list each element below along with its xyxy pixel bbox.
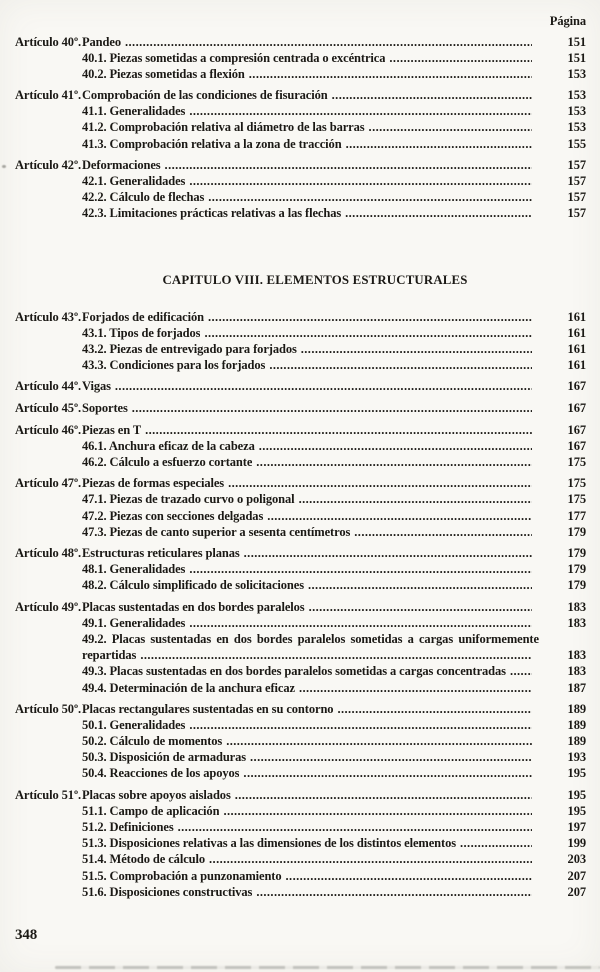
toc-subentry-row — [15, 103, 586, 119]
scan-speck-artifact — [2, 165, 6, 168]
page-number: 151 — [567, 34, 586, 49]
entry-title: 40.2. Piezas sometidas a flexión — [82, 66, 245, 81]
toc-subentry-row — [15, 835, 586, 851]
dot-leader — [256, 454, 532, 470]
article-block — [15, 400, 586, 416]
page-number: 153 — [567, 104, 586, 119]
entry-title: 41.3. Comprobación relativa a la zona de tracción — [82, 136, 342, 151]
article-label: Artículo 49º. — [15, 600, 82, 615]
toc-subentry-row — [15, 561, 586, 577]
dot-leader — [267, 508, 532, 524]
toc-subentry-row — [15, 357, 586, 373]
entry-title: Placas sustentadas en dos bordes paralelos — [82, 600, 305, 615]
dot-leader — [301, 341, 532, 357]
toc-subentry-row — [15, 341, 586, 357]
page-number: 183 — [567, 648, 586, 663]
toc-subentry-row — [15, 205, 586, 221]
article-block — [15, 701, 586, 781]
dot-leader — [115, 378, 532, 394]
entry-title: Piezas en T — [82, 422, 142, 437]
entry-title: Pandeo — [82, 34, 121, 49]
page-number: 153 — [567, 88, 586, 103]
page-number: 161 — [567, 357, 586, 372]
dot-leader — [337, 701, 532, 717]
page-number: 179 — [567, 546, 586, 561]
dot-leader — [249, 66, 532, 82]
page-number: 193 — [567, 750, 586, 765]
toc-article-row — [15, 787, 586, 803]
toc-article-row — [15, 400, 586, 416]
article-block — [15, 34, 586, 82]
page-number: 179 — [567, 562, 586, 577]
toc-subentry-row — [15, 491, 586, 507]
page-number: 189 — [567, 702, 586, 717]
article-block — [15, 787, 586, 900]
entry-title: Piezas de formas especiales — [82, 476, 225, 491]
dot-leader — [204, 325, 532, 341]
dot-leader — [189, 103, 532, 119]
entry-title: 51.4. Método de cálculo — [82, 852, 206, 867]
page-number: 189 — [567, 718, 586, 733]
dot-leader — [140, 647, 532, 663]
entry-title: 42.1. Generalidades — [82, 174, 186, 189]
dot-leader — [243, 765, 532, 781]
page-number: 175 — [567, 476, 586, 491]
toc-subentry-row — [15, 173, 586, 189]
dot-leader — [189, 615, 532, 631]
entry-title: 50.1. Generalidades — [82, 718, 186, 733]
entry-title: Soportes — [82, 401, 128, 415]
toc-subentry-row — [15, 454, 586, 470]
entry-title: Placas rectangulares sustentadas en su contorno — [82, 702, 334, 717]
dot-leader — [178, 819, 532, 835]
toc-subentry-row — [15, 119, 586, 135]
page-number: 183 — [567, 600, 586, 615]
page-number: 175 — [567, 454, 586, 469]
dot-leader — [132, 400, 532, 416]
dot-leader — [256, 884, 532, 900]
scan-smudge-artifact — [55, 966, 600, 969]
page-number: 203 — [567, 852, 586, 867]
page-number: 195 — [567, 788, 586, 803]
dot-leader — [510, 663, 532, 679]
article-label: Artículo 47º. — [15, 476, 82, 491]
article-block — [15, 309, 586, 373]
article-label: Artículo 48º. — [15, 546, 82, 561]
article-label: Artículo 43º. — [15, 309, 82, 324]
toc-subentry-row — [15, 717, 586, 733]
dot-leader — [346, 136, 532, 152]
toc-subentry-row — [15, 733, 586, 749]
page-number: 167 — [567, 422, 586, 437]
dot-leader — [332, 87, 532, 103]
dot-leader — [189, 173, 532, 189]
article-block — [15, 378, 586, 394]
entry-title: 51.1. Campo de aplicación — [82, 804, 220, 819]
article-block — [15, 157, 586, 221]
toc-subentry-row — [15, 884, 586, 900]
page-number: 161 — [567, 309, 586, 324]
entry-title: repartidas — [82, 648, 137, 663]
entry-title: 49.1. Generalidades — [82, 616, 186, 631]
dot-leader — [286, 868, 532, 884]
page-number: 207 — [567, 884, 586, 899]
entry-title: 43.3. Condiciones para los forjados — [82, 357, 266, 372]
table-of-contents — [15, 34, 586, 900]
chapter-heading: CAPITULO VIII. ELEMENTOS ESTRUCTURALES — [162, 272, 468, 287]
toc-article-row — [15, 157, 586, 173]
dot-leader — [345, 205, 532, 221]
page-number: 195 — [567, 804, 586, 819]
toc-subentry-row — [15, 66, 586, 82]
toc-subentry-row — [15, 50, 586, 66]
page-number: 157 — [567, 158, 586, 173]
toc-subentry-row — [15, 868, 586, 884]
toc-subentry-row — [15, 438, 586, 454]
page-header — [15, 14, 586, 28]
article-label: Artículo 51º. — [15, 788, 82, 803]
article-label: Artículo 41º. — [15, 88, 82, 103]
page-number: 183 — [567, 664, 586, 679]
entry-title: Vigas — [82, 379, 111, 394]
entry-title: 41.2. Comprobación relativa al diámetro de las barras — [82, 120, 365, 135]
dot-leader — [209, 851, 532, 867]
page-number: 167 — [567, 438, 586, 453]
page-number: 177 — [567, 508, 586, 523]
folio-number: 348 — [15, 927, 38, 943]
toc-article-row — [15, 422, 586, 438]
dot-leader — [244, 545, 532, 561]
dot-leader — [259, 438, 532, 454]
entry-title: 47.1. Piezas de trazado curvo o poligonal — [82, 492, 295, 507]
toc-subentry-row — [15, 851, 586, 867]
toc-subentry-row — [15, 749, 586, 765]
page-number: 179 — [567, 524, 586, 539]
page-number: 207 — [567, 868, 586, 883]
dot-leader — [309, 599, 532, 615]
entry-title: 41.1. Generalidades — [82, 104, 186, 119]
entry-title: 51.3. Disposiciones relativas a las dimensiones de los distintos elementos — [82, 836, 456, 851]
dot-leader — [145, 422, 532, 438]
article-label: Artículo 46º. — [15, 422, 82, 437]
page-number: 151 — [567, 50, 586, 65]
toc-article-row — [15, 309, 586, 325]
entry-title: Deformaciones — [82, 158, 161, 173]
entry-title: 49.3. Placas sustentadas en dos bordes paralelos sometidas a cargas concentradas — [82, 664, 506, 679]
article-label: Artículo 44º. — [15, 379, 82, 394]
toc-section — [15, 272, 586, 900]
entry-title: 48.1. Generalidades — [82, 562, 186, 577]
entry-title: 47.2. Piezas con secciones delgadas — [82, 508, 264, 523]
article-block — [15, 422, 586, 470]
dot-leader — [208, 189, 532, 205]
page-number: 183 — [567, 616, 586, 631]
page-number: 167 — [567, 379, 586, 394]
dot-leader — [125, 34, 532, 50]
dot-leader — [165, 157, 532, 173]
toc-article-row — [15, 599, 586, 615]
toc-subentry-row — [15, 136, 586, 152]
toc-subentry-row — [15, 615, 586, 631]
entry-title: 51.2. Definiciones — [82, 820, 174, 835]
dot-leader — [389, 50, 532, 66]
dot-leader — [235, 787, 532, 803]
entry-title: 51.6. Disposiciones constructivas — [82, 884, 253, 899]
page-number: 161 — [567, 341, 586, 356]
entry-title: 49.2. Placas sustentadas en dos bordes paralelos sometidas a cargas uniformemente — [82, 632, 539, 647]
article-block — [15, 475, 586, 539]
page-number: 197 — [567, 820, 586, 835]
toc-subentry-row — [15, 663, 586, 679]
dot-leader — [308, 577, 532, 593]
dot-leader — [228, 475, 532, 491]
toc-article-row — [15, 34, 586, 50]
page-number: 155 — [567, 136, 586, 151]
toc-section — [15, 34, 586, 222]
toc-subentry-row — [15, 819, 586, 835]
article-label: Artículo 40º. — [15, 34, 82, 49]
entry-title: Estructuras reticulares planas — [82, 546, 240, 561]
dot-leader — [269, 357, 532, 373]
entry-title: 51.5. Comprobación a punzonamiento — [82, 868, 282, 883]
entry-title: Forjados de edificación — [82, 309, 204, 324]
entry-title: 47.3. Piezas de canto superior a sesenta centímetros — [82, 524, 351, 539]
toc-subentry-row — [15, 680, 586, 696]
article-block — [15, 599, 586, 696]
page-footer — [15, 926, 37, 944]
dot-leader — [460, 835, 532, 851]
page-number: 179 — [567, 578, 586, 593]
toc-subentry-row — [15, 325, 586, 341]
entry-title: Placas sobre apoyos aislados — [82, 788, 231, 803]
toc-article-row — [15, 378, 586, 394]
page-number: 187 — [567, 680, 586, 695]
entry-title: 46.1. Anchura eficaz de la cabeza — [82, 438, 255, 453]
dot-leader — [208, 309, 532, 325]
dot-leader — [226, 733, 532, 749]
dot-leader — [223, 803, 532, 819]
dot-leader — [189, 561, 532, 577]
dot-leader — [369, 119, 532, 135]
page-number: 195 — [567, 766, 586, 781]
dot-leader — [189, 717, 532, 733]
article-label: Artículo 42º. — [15, 158, 82, 173]
toc-subentry-row — [15, 508, 586, 524]
entry-title: 50.3. Disposición de armaduras — [82, 750, 247, 765]
page-number: 153 — [567, 120, 586, 135]
toc-subentry-row — [15, 189, 586, 205]
toc-subentry-row — [15, 803, 586, 819]
toc-subentry-row — [15, 577, 586, 593]
entry-title: 40.1. Piezas sometidas a compresión centrada o excéntrica — [82, 50, 386, 65]
entry-title: 42.2. Cálculo de flechas — [82, 190, 205, 205]
toc-subentry-row — [15, 647, 586, 663]
toc-subentry-row — [15, 765, 586, 781]
page-number: 153 — [567, 66, 586, 81]
entry-title: 43.1. Tipos de forjados — [82, 325, 201, 340]
page-number: 157 — [567, 190, 586, 205]
page-number: 175 — [567, 492, 586, 507]
entry-title: 50.4. Reacciones de los apoyos — [82, 766, 240, 781]
toc-subentry-row — [15, 524, 586, 540]
page-number: 157 — [567, 206, 586, 221]
entry-title: 43.2. Piezas de entrevigado para forjados — [82, 341, 297, 356]
toc-subentry-row — [15, 631, 586, 647]
article-block — [15, 87, 586, 151]
page-number: 161 — [567, 325, 586, 340]
dot-leader — [299, 680, 532, 696]
page-number: 157 — [567, 174, 586, 189]
article-block — [15, 545, 586, 593]
page-number: 167 — [567, 401, 586, 415]
article-label: Artículo 45º. — [15, 401, 82, 415]
toc-article-row — [15, 545, 586, 561]
entry-title: 50.2. Cálculo de momentos — [82, 734, 223, 749]
page-number: 189 — [567, 734, 586, 749]
article-label: Artículo 50º. — [15, 702, 82, 717]
toc-article-row — [15, 475, 586, 491]
dot-leader — [354, 524, 532, 540]
toc-article-row — [15, 87, 586, 103]
toc-article-row — [15, 701, 586, 717]
entry-title: 42.3. Limitaciones prácticas relativas a las flechas — [82, 206, 342, 221]
page-number: 199 — [567, 836, 586, 851]
entry-title: 46.2. Cálculo a esfuerzo cortante — [82, 454, 253, 469]
entry-title: Comprobación de las condiciones de fisuración — [82, 88, 328, 103]
dot-leader — [299, 491, 532, 507]
page-column-label: Página — [549, 14, 586, 28]
entry-title: 49.4. Determinación de la anchura eficaz — [82, 680, 295, 695]
entry-title: 48.2. Cálculo simplificado de solicitaciones — [82, 578, 304, 593]
dot-leader — [250, 749, 532, 765]
